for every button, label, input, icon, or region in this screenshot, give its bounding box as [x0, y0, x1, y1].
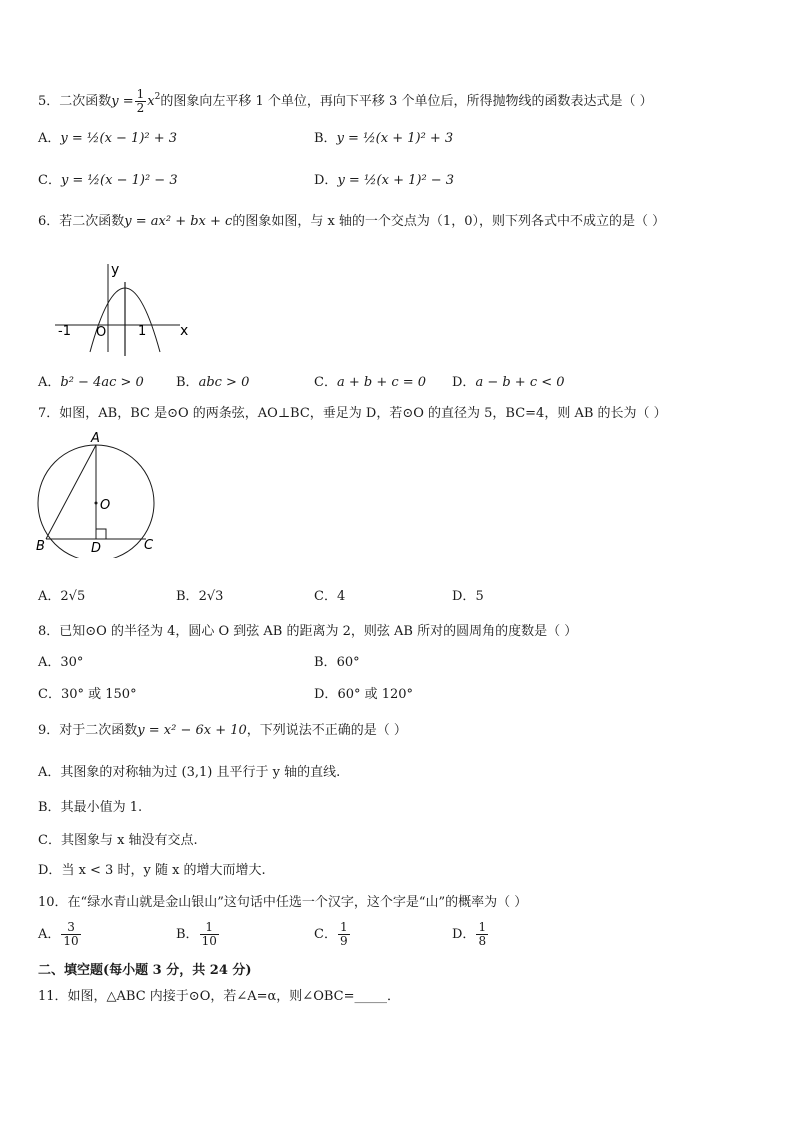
q9-stem: 9．对于二次函数y = x² − 6x + 10，下列说法不正确的是（ ）	[38, 723, 407, 738]
q6-label-origin: O	[96, 325, 107, 340]
q6-stem-func: y = ax² + bx + c	[124, 214, 233, 229]
q7-option-c[interactable]: C．4	[314, 589, 346, 604]
q6-label-y: y	[111, 262, 120, 278]
q5-option-a-expr: y = ½(x − 1)² + 3	[60, 131, 178, 146]
q7-circle-figure	[30, 430, 170, 558]
q8-stem: 8．已知⊙O 的半径为 4，圆心 O 到弦 AB 的距离为 2，则弦 AB 所对的圆周角的度数是（ ）	[38, 624, 578, 639]
q5-stem-func: y =	[111, 94, 134, 109]
q6-label-x: x	[180, 323, 189, 339]
q10-option-b[interactable]: B． $\frac{1}{10}$	[176, 920, 217, 948]
q7-label-a: A	[91, 431, 100, 446]
q7-stem: 7．如图，AB，BC 是⊙O 的两条弦，AO⊥BC，垂足为 D，若⊙O 的直径为 5，BC=4，则 AB 的长为（ ）	[38, 406, 667, 421]
q10-option-a[interactable]: A． $\frac{3}{10}$	[38, 920, 79, 948]
q7-option-b[interactable]: B．2√3	[176, 589, 224, 604]
q7-label-b: B	[36, 539, 45, 554]
q9-stem-func: y = x² − 6x + 10	[137, 723, 247, 738]
q5-stem-suffix: 的图象向左平移 1 个单位，再向下平移 3 个单位后，所得抛物线的函数表达式是（ ）	[160, 94, 653, 109]
q6-option-a[interactable]: A．b² − 4ac > 0	[38, 375, 144, 390]
q10-option-c[interactable]: C． $\frac{1}{9}$	[314, 920, 348, 948]
q5-option-d[interactable]: D．y = ½(x + 1)² − 3	[314, 173, 455, 188]
q10-stem: 10．在“绿水青山就是金山银山”这句话中任选一个汉字，这个字是“山”的概率为（ ）	[38, 895, 528, 910]
q5-stem-prefix: 5．二次函数	[38, 94, 112, 109]
q7-chord-ab	[46, 445, 96, 539]
q8-option-a[interactable]: A．30°	[38, 655, 84, 670]
q5-option-d-expr: y = ½(x + 1)² − 3	[337, 173, 455, 188]
q7-label-c: C	[144, 538, 154, 553]
q6-parabola-graph	[50, 252, 200, 362]
q8-option-c[interactable]: C．30° 或 150°	[38, 687, 137, 702]
q6-option-d[interactable]: D．a − b + c < 0	[452, 375, 565, 390]
q9-option-d[interactable]: D．当 x < 3 时，y 随 x 的增大而增大.	[38, 863, 266, 878]
q10-option-d-fraction: $\frac{1}{8}$	[478, 920, 487, 948]
section2-title: 二、填空题(每小题 3 分，共 24 分)	[38, 963, 252, 978]
q7-label-d: D	[91, 541, 102, 556]
q5-option-b[interactable]: B．y = ½(x + 1)² + 3	[314, 131, 454, 146]
q5-option-c[interactable]: C．y = ½(x − 1)² − 3	[38, 173, 178, 188]
q5-option-a[interactable]: A．y = ½(x − 1)² + 3	[38, 131, 178, 146]
q7-center-dot	[95, 502, 98, 505]
q8-option-d[interactable]: D．60° 或 120°	[314, 687, 414, 702]
q11-stem: 11．如图，△ABC 内接于⊙O，若∠A=α，则∠OBC=_____．	[38, 989, 400, 1004]
q9-option-c[interactable]: C．其图象与 x 轴没有交点.	[38, 833, 198, 848]
q9-option-a[interactable]: A．其图象的对称轴为过 (3,1) 且平行于 y 轴的直线.	[38, 765, 341, 780]
q10-option-c-fraction: $\frac{1}{9}$	[339, 920, 348, 948]
q7-label-o: O	[100, 498, 111, 513]
q6-option-c[interactable]: C．a + b + c = 0	[314, 375, 427, 390]
q6-stem: 6．若二次函数y = ax² + bx + c的图象如图，与 x 轴的一个交点为（1，0），则下列各式中不成立的是（ ）	[38, 214, 666, 229]
q10-option-b-fraction: $\frac{1}{10}$	[201, 920, 217, 948]
q9-option-b[interactable]: B．其最小值为 1.	[38, 800, 143, 815]
q5-option-b-expr: y = ½(x + 1)² + 3	[336, 131, 454, 146]
q5-stem: 5．二次函数y = $\frac{1}{2}$ $x^2$的图象向左平移 1 个单位，再向下平移 3 个单位后，所得抛物线的函数表达式是（ ）	[38, 87, 653, 115]
q5-option-c-expr: y = ½(x − 1)² − 3	[60, 173, 178, 188]
q8-option-b[interactable]: B．60°	[314, 655, 360, 670]
q6-label-one: 1	[138, 324, 147, 339]
q6-label-neg-one: -1	[58, 324, 71, 339]
q6-option-b[interactable]: B．abc > 0	[176, 375, 250, 390]
q7-right-angle	[96, 529, 106, 539]
q5-stem-frac: $\frac{1}{2}$	[136, 87, 145, 115]
q7-option-d[interactable]: D．5	[452, 589, 484, 604]
q7-option-a[interactable]: A．2√5	[38, 589, 86, 604]
q10-option-a-fraction: $\frac{3}{10}$	[63, 920, 79, 948]
q10-option-d[interactable]: D． $\frac{1}{8}$	[452, 920, 487, 948]
